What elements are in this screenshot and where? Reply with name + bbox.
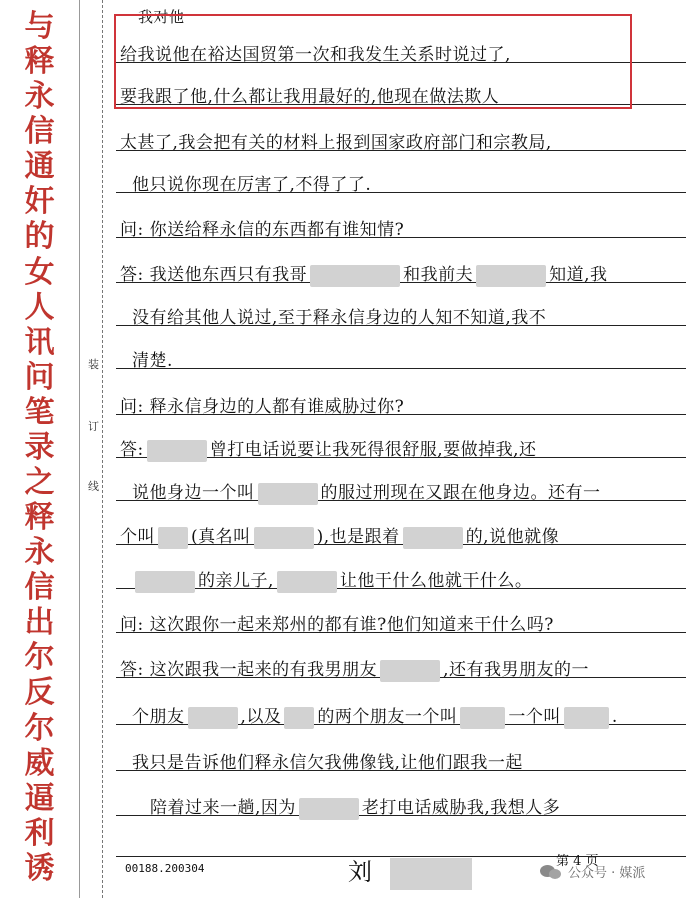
redaction-block [299, 798, 359, 820]
transcript-line [120, 260, 608, 287]
side-title-char: 释 [24, 500, 55, 536]
redaction-block [476, 265, 546, 287]
transcript-text: 没有给其他人说过,至于释永信身边的人知不知道,我不 [132, 308, 547, 328]
redaction-block [188, 707, 238, 729]
transcript-text: (真名叫 [191, 527, 251, 547]
transcript-text: ,还有我男朋友的一 [443, 660, 590, 680]
transcript-text: 清楚. [132, 351, 173, 371]
transcript-line [132, 748, 523, 773]
signature-redaction [390, 858, 472, 890]
redaction-block [284, 707, 314, 729]
document-page [80, 0, 700, 898]
ruled-line [116, 856, 686, 857]
redaction-block [158, 527, 188, 549]
side-title-char: 通 [24, 149, 55, 185]
side-title-char: 反 [24, 675, 55, 711]
transcript-line [132, 346, 173, 371]
side-title-char: 人 [24, 289, 55, 325]
transcript-text: 问: 你送给释永信的东西都有谁知情? [120, 220, 405, 240]
transcript-line [120, 655, 589, 682]
side-title-char: 利 [24, 815, 55, 851]
transcript-line [150, 793, 560, 820]
transcript-text: 个叫 [120, 527, 155, 547]
margin-label-xian: 线 [88, 480, 99, 493]
transcript-text: ,以及 [240, 707, 282, 727]
redaction-block [277, 571, 337, 593]
transcript-text: 问: 释永信身边的人都有谁威胁过你? [120, 397, 405, 417]
side-title-char: 威 [24, 745, 55, 781]
transcript-line [120, 522, 559, 549]
transcript-text: 我只是告诉他们释永信欠我佛像钱,让他们跟我一起 [132, 753, 523, 773]
ruled-line [116, 368, 686, 369]
side-title-char: 永 [24, 535, 55, 571]
document-code: 00188.200304 [125, 862, 205, 875]
transcript-line [132, 170, 371, 195]
side-title-char: 逼 [24, 780, 55, 816]
side-title-banner [0, 0, 80, 898]
redaction-block [147, 440, 207, 462]
transcript-text: 个朋友 [132, 707, 185, 727]
signature-mark: 刘 [348, 858, 372, 886]
transcript-line [132, 702, 618, 729]
transcript-text: 给我说他在裕达国贸第一次和我发生关系时说过了, [120, 45, 511, 65]
side-title-char: 出 [24, 605, 55, 641]
transcript-text: 和我前夫 [403, 265, 474, 285]
transcript-text: 的,说他就像 [465, 527, 560, 547]
transcript-text: . [611, 707, 618, 727]
transcript-line [120, 610, 554, 635]
transcript-text: 答: 我送他东西只有我哥 [120, 265, 308, 285]
transcript-line [132, 478, 601, 505]
transcript-text: ),也是跟着 [316, 527, 400, 547]
transcript-line [120, 215, 404, 240]
side-title-char: 与 [24, 9, 55, 44]
transcript-text: 说他身边一个叫 [132, 483, 255, 503]
redaction-block [310, 265, 400, 287]
watermark-text: 公众号 · 媒派 [568, 866, 646, 881]
side-title-char: 尔 [24, 710, 55, 746]
transcript-text: 曾打电话说要让我死得很舒服,要做掉我,还 [209, 440, 537, 460]
transcript-text: 让他干什么他就干什么。 [339, 571, 533, 591]
side-title-char: 尔 [24, 640, 55, 676]
side-title-char: 录 [24, 429, 55, 465]
redaction-block [403, 527, 463, 549]
margin-label-zhuang: 装 [88, 358, 99, 371]
transcript-text: 太甚了,我会把有关的材料上报到国家政府部门和宗教局, [120, 133, 552, 153]
margin-label-ding: 订 [88, 420, 99, 433]
page-number: 第 4 页 [556, 854, 599, 869]
side-title-char: 女 [24, 254, 55, 290]
side-title-char: 之 [24, 465, 55, 501]
transcript-text: 老打电话威胁我,我想人多 [361, 798, 561, 818]
redaction-block [254, 527, 314, 549]
transcript-line [120, 128, 552, 153]
redaction-block [258, 483, 318, 505]
transcript-line [120, 392, 404, 417]
side-title-char: 笔 [24, 394, 55, 430]
transcript-text: 他只说你现在厉害了,不得了了. [132, 175, 372, 195]
transcript-line [120, 435, 537, 462]
transcript-text: 答: [120, 440, 144, 460]
transcript-text: 的亲儿子, [198, 571, 274, 591]
transcript-text: 知道,我 [549, 265, 608, 285]
side-title-char: 释 [24, 44, 55, 80]
transcript-line [132, 566, 532, 593]
side-title-char: 诱 [24, 850, 55, 886]
redaction-block [460, 707, 505, 729]
transcript-text: 的两个朋友一个叫 [317, 707, 458, 727]
transcript-text: 问: 这次跟你一起来郑州的都有谁?他们知道来干什么吗? [120, 615, 554, 635]
transcript-line [132, 303, 546, 328]
transcript-text: 要我跟了他,什么都让我用最好的,他现在做法欺人 [120, 87, 500, 107]
side-title-char: 信 [24, 570, 55, 606]
side-title-char: 问 [24, 359, 55, 395]
side-title-char: 讯 [24, 324, 55, 360]
side-title-char: 奸 [24, 184, 55, 220]
transcript-text: 陪着过来一趟,因为 [150, 798, 296, 818]
side-title-char: 的 [24, 219, 55, 255]
wechat-icon [540, 864, 562, 880]
redaction-block [564, 707, 609, 729]
redaction-block [380, 660, 440, 682]
transcript-text: 我对他 [138, 8, 185, 26]
side-title-char: 永 [24, 79, 55, 115]
watermark [540, 862, 645, 881]
transcript-text: 答: 这次跟我一起来的有我男朋友 [120, 660, 378, 680]
transcript-text: 一个叫 [508, 707, 561, 727]
transcript-text: 的服过刑现在又跟在他身边。还有一 [320, 483, 601, 503]
redaction-block [135, 571, 195, 593]
side-title-char: 信 [24, 114, 55, 150]
highlight-box [114, 14, 632, 109]
binding-margin-line [102, 0, 103, 898]
